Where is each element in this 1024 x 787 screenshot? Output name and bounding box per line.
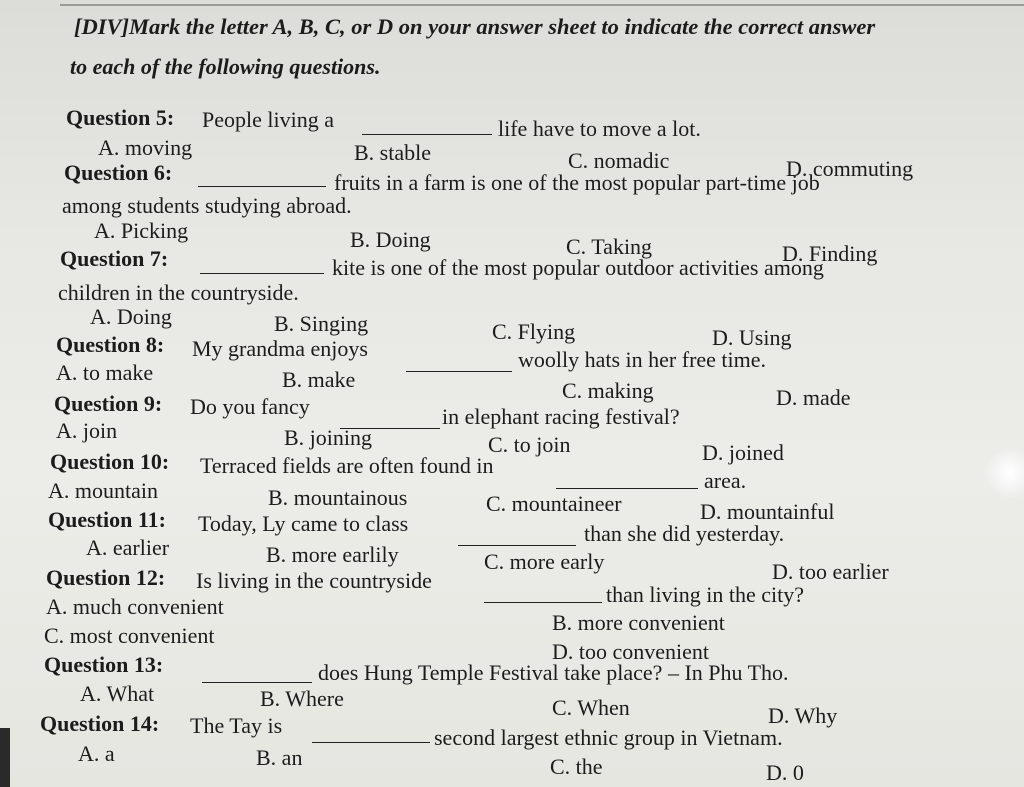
- question-10-option-a: A. mountain: [48, 478, 158, 503]
- question-7-text-cont: children in the countryside.: [58, 280, 299, 305]
- question-9-option-b: B. joining: [284, 425, 373, 450]
- question-8-option-d: D. made: [776, 385, 851, 410]
- question-9-text-after: in elephant racing festival?: [442, 404, 680, 429]
- question-14-text-before: The Tay is: [190, 713, 283, 738]
- question-11-option-d: D. too earlier: [772, 559, 889, 584]
- question-13-label: Question 13:: [44, 652, 164, 677]
- question-7-blank: [200, 273, 324, 274]
- question-12-blank: [484, 602, 602, 603]
- question-12-option-a: A. much convenient: [46, 594, 224, 619]
- question-5-blank: [362, 134, 492, 135]
- question-12-option-b: B. more convenient: [552, 610, 725, 635]
- question-10-label: Question 10:: [50, 449, 170, 474]
- question-10-option-b: B. mountainous: [268, 485, 408, 510]
- question-13-option-d: D. Why: [768, 703, 838, 728]
- question-13-blank: [202, 682, 312, 683]
- question-6-option-a: A. Picking: [94, 218, 189, 243]
- question-11-option-b: B. more earlily: [266, 542, 399, 567]
- question-6-text-after: fruits in a farm is one of the most popular part-time job: [334, 170, 820, 195]
- left-edge-shadow: [0, 728, 10, 787]
- question-7-label: Question 7:: [60, 246, 169, 271]
- question-11-blank: [458, 545, 576, 546]
- question-14-option-c: C. the: [550, 754, 603, 779]
- question-8-text-before: My grandma enjoys: [192, 336, 368, 361]
- question-7-option-c: C. Flying: [492, 319, 576, 344]
- question-11-label: Question 11:: [48, 507, 166, 532]
- question-5-option-c: C. nomadic: [568, 148, 670, 173]
- question-12-text-after: than living in the city?: [606, 582, 804, 607]
- instruction-line-2: to each of the following questions.: [70, 54, 381, 79]
- question-13-option-a: A. What: [80, 681, 155, 706]
- page-top-rule: [60, 4, 1024, 6]
- question-8-option-c: C. making: [562, 378, 654, 403]
- question-9-option-a: A. join: [56, 418, 118, 443]
- question-7-option-d: D. Using: [712, 325, 792, 350]
- question-9-option-c: C. to join: [488, 432, 571, 457]
- question-12-option-c: C. most convenient: [44, 623, 215, 648]
- question-7-text-after: kite is one of the most popular outdoor activities among: [332, 255, 824, 280]
- light-glare: [985, 448, 1024, 498]
- question-6-option-d: D. Finding: [782, 241, 878, 266]
- question-11-option-a: A. earlier: [86, 535, 170, 560]
- question-14-blank: [312, 742, 430, 743]
- question-13-option-b: B. Where: [260, 686, 344, 711]
- question-10-blank: [556, 488, 698, 489]
- question-12-label: Question 12:: [46, 565, 166, 590]
- question-14-option-d: D. 0: [766, 760, 804, 785]
- question-13-text-after: does Hung Temple Festival take place? – In Phu Tho.: [318, 660, 789, 685]
- question-12-option-d: D. too convenient: [552, 639, 710, 664]
- question-6-option-b: B. Doing: [350, 227, 431, 252]
- question-9-text-before: Do you fancy: [190, 394, 310, 419]
- question-6-text-cont: among students studying abroad.: [62, 193, 352, 218]
- question-9-option-d: D. joined: [702, 440, 784, 465]
- question-8-option-b: B. make: [282, 367, 356, 392]
- question-8-blank: [406, 371, 512, 372]
- question-10-option-c: C. mountaineer: [486, 491, 622, 516]
- question-10-option-d: D. mountainful: [700, 499, 835, 524]
- question-14-option-b: B. an: [256, 745, 303, 770]
- question-7-option-a: A. Doing: [90, 304, 172, 329]
- question-11-text-after: than she did yesterday.: [584, 521, 785, 546]
- question-5-option-b: B. stable: [354, 140, 431, 165]
- question-8-label: Question 8:: [56, 332, 165, 357]
- question-12-text-before: Is living in the countryside: [196, 568, 432, 593]
- question-13-option-c: C. When: [552, 695, 630, 720]
- question-6-blank: [198, 186, 326, 187]
- question-5-option-a: A. moving: [98, 135, 193, 160]
- question-10-text-after: area.: [704, 468, 747, 493]
- question-10-text-before: Terraced fields are often found in: [200, 453, 494, 478]
- question-5-text-before: People living a: [202, 107, 334, 132]
- question-11-option-c: C. more early: [484, 549, 605, 574]
- question-6-label: Question 6:: [64, 160, 173, 185]
- question-14-text-after: second largest ethnic group in Vietnam.: [434, 725, 783, 750]
- question-14-label: Question 14:: [40, 711, 160, 736]
- question-14-option-a: A. a: [78, 741, 115, 766]
- question-5-text-after: life have to move a lot.: [498, 116, 701, 141]
- instruction-line-1: [DIV]Mark the letter A, B, C, or D on your answer sheet to indicate the correct answer: [74, 14, 876, 39]
- question-11-text-before: Today, Ly came to class: [198, 511, 409, 536]
- question-6-option-c: C. Taking: [566, 234, 653, 259]
- question-8-option-a: A. to make: [56, 360, 154, 385]
- question-5-label: Question 5:: [66, 105, 175, 130]
- question-5-option-d: D. commuting: [786, 156, 914, 181]
- question-7-option-b: B. Singing: [274, 311, 369, 336]
- question-8-text-after: woolly hats in her free time.: [518, 347, 767, 372]
- question-9-label: Question 9:: [54, 391, 163, 416]
